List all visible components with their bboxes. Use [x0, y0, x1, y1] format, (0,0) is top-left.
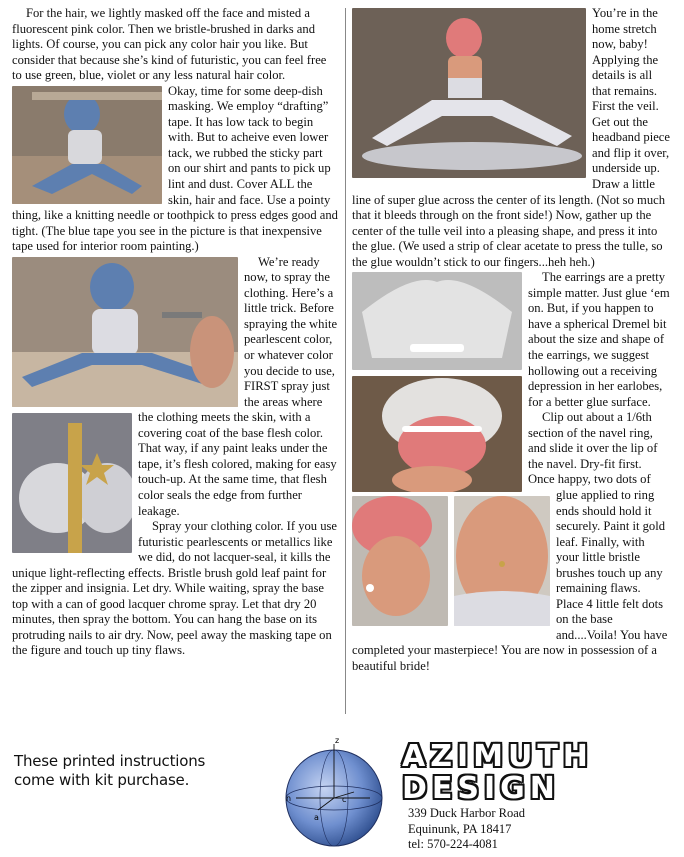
tagline-line-1: These printed instructions: [14, 752, 206, 770]
photo-navel-ring-closeup: [454, 496, 550, 626]
paragraph-earrings: The earrings are a pretty simple matter. Just glue ‘em on. But, if you happen to have a spherical Dremel bit about the size and shape of the earrings, we suggest hollowing out a receiving depression in her earlobes, for a better glue surface.: [528, 270, 670, 409]
address-phone: tel: 570-224-4081: [408, 837, 498, 851]
photo-pearlescent-torso: [12, 413, 132, 553]
company-address: [408, 806, 525, 853]
brand-line-1: AZIMUTH: [402, 739, 593, 774]
globe-label-n: n: [286, 794, 292, 803]
paragraph-clothing-color: Spray your clothing color. If you use futuristic pearlescents or metallics like we did, do not lacquer-seal, it kills the unique light-reflecting effects. Bristle brush gold leaf paint for the zipper and insignia. Let dry. While waiting, spray the base top with a can of good lacquer chrome spray. Let that dry 20 minutes, then spray the bottom. You can hang the base on its protruding nails to air dry. Now, peel away the masking tape on the figure and touch up tiny flaws.: [12, 519, 338, 658]
globe-label-z: z: [335, 736, 340, 745]
paragraph-hair: For the hair, we lightly masked off the face and misted a fluorescent pink color. Then we bristle-brushed in darks and lights. Of course, you can pick any color hair you like. But consider that because she’s kind of futuristic, you can feel free to use green, blue, violet or any less natural hair color.: [12, 6, 327, 83]
photo-veil-on-head: [352, 376, 522, 492]
paragraph-navel-ring: Clip out about a 1/6th section of the navel ring, and slide it over the lip of the navel. Dry-fit first. Once happy, two dots of glue applied to ring ends should hold it securely. Paint it gold leaf. Finally, with your little bristle brushes touch up any remaining flaws. Place 4 little felt dots on the base and....Voila! You have completed your masterpiece! You are now in possession of a beautiful bride!: [352, 410, 668, 673]
paragraph-masking: Okay, time for some deep-dish masking. We employ “drafting” tape. It has low tack to begin with. But to acheive even lower tack, we rubbed the sticky part on our shirt and pants to pick up lint and dust. Cover ALL the skin, hair and face. Use a pointy thing, like a knitting needle or toothpick to press edges good and tight. (The blue tape you see in the picture is that inexpensive tape used for interior room painting.): [12, 83, 338, 254]
photo-finished-figure: [352, 8, 586, 178]
paragraph-spray-trick: We’re ready now, to spray the clothing. Here’s a little trick. Before spraying the white pearlescent color, or whatever color you decide to use, FIRST spray just the areas where the clothing meets the skin, with a covering coat of the base flesh color. That way, if any paint leaks under the tape, it’s flesh colored, making for easy touch-up. At the same time, that flesh color seals the edge from further leakage.: [138, 254, 338, 518]
brand-line-2: DESIGN: [402, 771, 560, 806]
photo-veil-headband: [352, 272, 522, 370]
paragraph-veil: You’re in the home stretch now, baby! Applying the details is all that remains. First the veil. Get out the headband piece and flip it over, underside up. Draw a little line of super glue across the center of its length. (Not so much that it bleeds through on the front side!) Now, gather up the center of the tulle veil into a pleasing shape, and press it into the glue. (We used a strip of clear acetate to press the tulle, so the glue wouldn’t stick to our fingers...heh heh.): [352, 6, 670, 269]
address-city: Equinunk, PA 18417: [408, 821, 512, 836]
azimuth-globe-logo: [278, 734, 390, 852]
tagline-line-2: come with kit purchase.: [14, 771, 190, 789]
photo-masking-figure: [12, 86, 162, 204]
globe-label-c: c: [342, 795, 347, 804]
photo-airbrush-figure: [12, 257, 238, 407]
column-divider: [345, 8, 346, 714]
brand-logo-text: [402, 739, 593, 806]
globe-label-a: a: [314, 813, 319, 822]
photo-earring-closeup: [352, 496, 448, 626]
address-street: 339 Duck Harbor Road: [408, 806, 525, 820]
left-column: [12, 6, 338, 659]
right-column: [352, 6, 670, 675]
kit-purchase-note: [14, 752, 205, 790]
